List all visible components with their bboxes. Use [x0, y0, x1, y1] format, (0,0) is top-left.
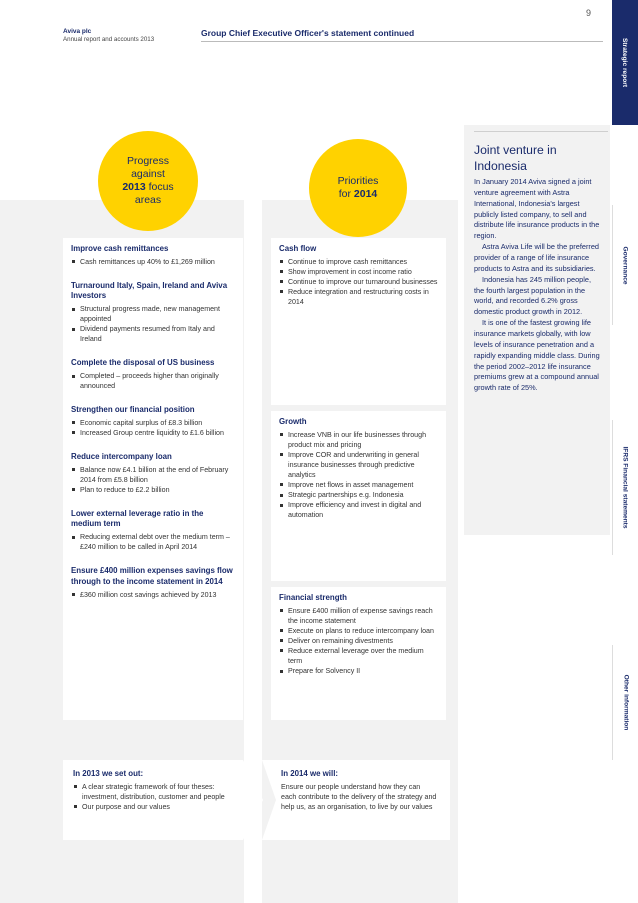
- section-tabs: [612, 0, 638, 903]
- list-item: Economic capital surplus of £8.3 billion: [71, 418, 235, 428]
- list-item: Plan to reduce to £2.2 billion: [71, 485, 235, 495]
- card-title: Financial strength: [279, 593, 347, 602]
- list-item: Reduce external leverage over the medium term: [279, 646, 438, 666]
- list-item: Increase VNB in our life businesses through product mix and pricing: [279, 430, 438, 450]
- group-title: Complete the disposal of US business: [71, 358, 215, 368]
- tab-governance[interactable]: Governance: [612, 205, 638, 325]
- priority-card-financial-strength: [271, 587, 446, 720]
- list-item: Prepare for Solvency II: [279, 666, 438, 676]
- joint-venture-body: [474, 177, 601, 394]
- joint-venture-title: Joint venture in Indonesia: [474, 143, 557, 173]
- we-will-title: In 2014 we will:: [281, 769, 339, 778]
- group-title: Reduce intercompany loan: [71, 451, 172, 461]
- header-rule: [201, 41, 603, 42]
- progress-group-leverage: [71, 509, 235, 552]
- list-item: Completed – proceeds higher than originally announced: [71, 371, 235, 391]
- set-out-arrow-box: [63, 760, 263, 840]
- group-title: Strengthen our financial position: [71, 405, 195, 415]
- progress-group-expense-savings: [71, 566, 235, 599]
- progress-group-cash: [71, 244, 235, 267]
- list-item: A clear strategic framework of four theses: investment, distribution, customer and people: [73, 782, 225, 802]
- card-title: Growth: [279, 417, 307, 426]
- group-title: Ensure £400 million expenses savings flow through to the income statement in 2014: [71, 566, 233, 586]
- list-item: Improve COR and underwriting in general insurance businesses through predictive analytics: [279, 450, 438, 480]
- tab-ifrs-financial-statements[interactable]: IFRS Financial statements: [612, 420, 638, 555]
- group-title: Improve cash remittances: [71, 244, 169, 253]
- list-item: Show improvement in cost income ratio: [279, 267, 438, 277]
- we-will-text: Ensure our people understand how they can each contribute to the delivery of the strategy and help us, as an organisation, to live by our values: [281, 782, 437, 811]
- joint-venture-rule: [474, 131, 608, 132]
- paragraph: It is one of the fastest growing life insurance markets globally, with low levels of insurance penetration and a rapidly expanding middle class. During the period 2002–2012 life insurance premiums grew at a compound annual growth rate of 25%.: [474, 318, 600, 393]
- paragraph: Indonesia has 245 million people, the fourth largest population in the world, and recorded 6.2% gross domestic product growth in 2012.: [474, 274, 592, 317]
- paragraph: In January 2014 Aviva signed a joint venture agreement with Astra International, Indonesia's largest publicly listed company, to sell and distribute life insurance products in the region.: [474, 177, 600, 241]
- list-item: Reducing external debt over the medium term – £240 million to be called in April 2014: [71, 532, 235, 552]
- progress-group-financial-position: [71, 405, 235, 438]
- list-item: £360 million cost savings achieved by 2013: [71, 590, 235, 600]
- priorities-circle: Priorities for 2014: [309, 139, 407, 237]
- company-name: Aviva plc: [63, 28, 92, 35]
- paragraph: Astra Aviva Life will be the preferred provider of a range of life insurance products to Astra and its subsidiaries.: [474, 242, 600, 273]
- list-item: Continue to improve our turnaround businesses: [279, 277, 438, 287]
- list-item: Our purpose and our values: [73, 802, 225, 812]
- progress-circle: Progress against 2013 focus areas: [98, 131, 198, 231]
- report-name: Annual report and accounts 2013: [63, 36, 155, 43]
- list-item: Deliver on remaining divestments: [279, 636, 438, 646]
- list-item: Dividend payments resumed from Italy and Ireland: [71, 324, 235, 344]
- progress-card: [63, 238, 243, 720]
- list-item: Balance now £4.1 billion at the end of February 2014 from £5.8 billion: [71, 465, 235, 485]
- page-title: Group Chief Executive Officer's statement continued: [201, 28, 415, 38]
- tab-strategic-report[interactable]: Strategic report: [612, 0, 638, 125]
- list-item: Structural progress made, new management appointed: [71, 304, 235, 324]
- list-item: Cash remittances up 40% to £1,269 million: [71, 257, 235, 267]
- list-item: Reduce integration and restructuring costs in 2014: [279, 287, 438, 307]
- card-title: Cash flow: [279, 244, 317, 253]
- list-item: Execute on plans to reduce intercompany loan: [279, 626, 438, 636]
- progress-group-intercompany-loan: [71, 452, 235, 495]
- set-out-title: In 2013 we set out:: [73, 769, 144, 778]
- tab-other-information[interactable]: Other information: [612, 645, 638, 760]
- list-item: Ensure £400 million of expense savings reach the income statement: [279, 606, 438, 626]
- list-item: Improve net flows in asset management: [279, 480, 438, 490]
- list-item: Increased Group centre liquidity to £1.6 billion: [71, 428, 235, 438]
- progress-group-us-disposal: [71, 358, 235, 391]
- list-item: Improve efficiency and invest in digital and automation: [279, 500, 438, 520]
- group-title: Turnaround Italy, Spain, Ireland and Aviva Investors: [71, 280, 228, 301]
- priority-card-growth: [271, 411, 446, 581]
- list-item: Continue to improve cash remittances: [279, 257, 438, 267]
- list-item: Strategic partnerships e.g. Indonesia: [279, 490, 438, 500]
- priority-card-cash-flow: [271, 238, 446, 405]
- progress-group-turnaround: [71, 281, 235, 345]
- page-number: 9: [586, 8, 592, 18]
- group-title: Lower external leverage ratio in the medium term: [71, 508, 204, 529]
- we-will-arrow-box: [262, 760, 450, 840]
